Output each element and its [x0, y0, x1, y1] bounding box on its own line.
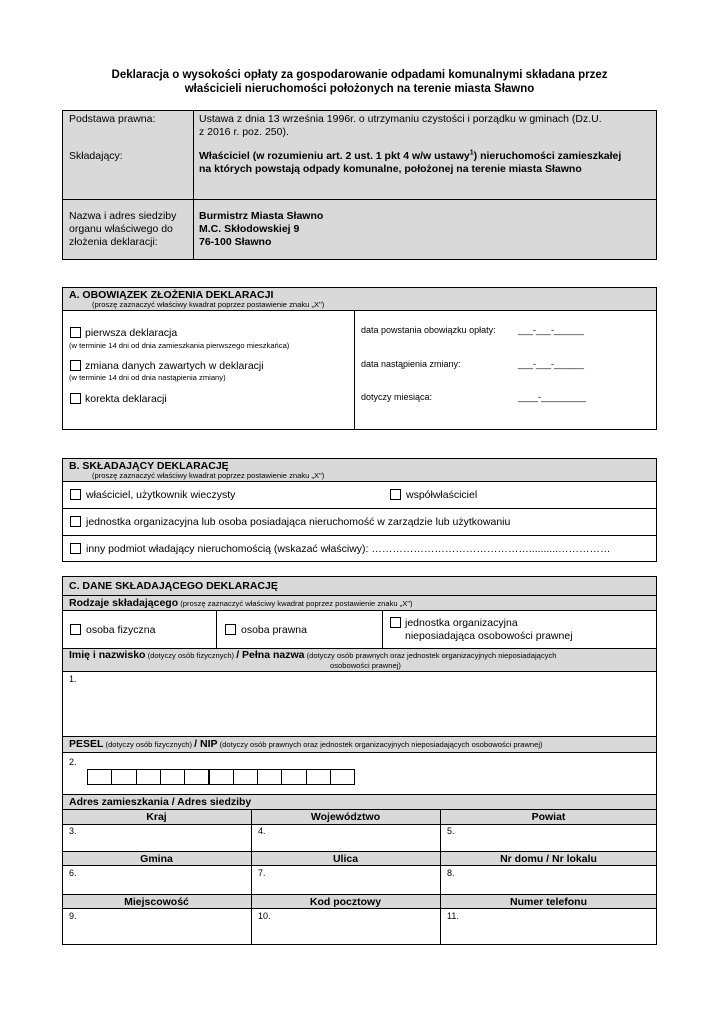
street-column-header: Ulica [332, 853, 359, 865]
authority-value-2: M.C. Skłodowskiej 9 [199, 223, 300, 235]
section-b-heading: B. SKŁADAJĄCY DEKLARACJĘ [69, 460, 229, 472]
field-8-number: 8. [447, 868, 455, 878]
authority-label-1: Nazwa i adres siedziby [69, 210, 177, 222]
section-b-hint: (proszę zaznaczyć właściwy kwadrat poprzez postawienie znaku „X") [92, 471, 325, 480]
owner-checkbox[interactable] [70, 489, 81, 500]
obligation-date-field[interactable]: ___-___-______ [518, 325, 585, 335]
authority-value-3: 76-100 Sławno [199, 236, 272, 248]
correction-label: korekta deklaracji [85, 393, 167, 405]
data-change-label: zmiana danych zawartych w deklaracji [85, 360, 264, 372]
address-column-divider-2 [440, 809, 441, 945]
types-divider-1 [216, 610, 217, 648]
authority-label-3: złożenia deklaracji: [69, 236, 158, 248]
basis-value-1: Ustawa z dnia 13 września 1996r. o utrzymaniu czystości i porządku w gminach (Dz.U. [199, 113, 602, 125]
submitter-label: Składający: [69, 150, 123, 162]
month-label: dotyczy miesiąca: [361, 392, 433, 402]
pesel-digit-cell[interactable] [209, 769, 234, 785]
pesel-digit-cell[interactable] [184, 769, 209, 785]
other-entity-label: inny podmiot władający nieruchomością (wskazać właściwy): ………………………………………..........…………… [86, 543, 611, 555]
pesel-digit-cell[interactable] [233, 769, 258, 785]
section-a-hint: (proszę zaznaczyć właściwy kwadrat poprzez postawienie znaku „X") [92, 300, 325, 309]
obligation-date-label: data powstania obowiązku opłaty: [361, 325, 496, 335]
field-3-number: 3. [69, 826, 77, 836]
postal-code-column-header: Kod pocztowy [309, 896, 382, 908]
field-6-number: 6. [69, 868, 77, 878]
pesel-digit-cell[interactable] [136, 769, 161, 785]
legal-person-checkbox[interactable] [225, 624, 236, 635]
document-title [62, 68, 657, 96]
house-number-column-header: Nr domu / Nr lokalu [500, 853, 597, 865]
address-row-1-divider [62, 824, 657, 825]
field-9-number: 9. [69, 911, 77, 921]
natural-person-checkbox[interactable] [70, 624, 81, 635]
basis-value-2: z 2016 r. poz. 250). [199, 126, 289, 138]
title-line-1: Deklaracja o wysokości opłaty za gospodarowanie odpadami komunalnymi składana przez [111, 69, 608, 81]
organizational-unit-label-2: nieposiadająca osobowości prawnej [405, 630, 573, 642]
co-owner-label: współwłaściciel [406, 489, 478, 501]
basis-label: Podstawa prawna: [69, 113, 156, 125]
name-header: Imię i nazwisko (dotyczy osób fizycznych) / Pełna nazwa (dotyczy osób prawnych oraz jednostek organizacyjnych nieposiadających [69, 649, 557, 661]
correction-checkbox[interactable] [70, 393, 81, 404]
name-header-hint-line-2: osobowości prawnej) [330, 661, 401, 670]
change-date-field[interactable]: ___-___-______ [518, 359, 585, 369]
submitter-value-2: na których powstają odpady komunalne, położonej na terenie miasta Sławno [199, 163, 582, 175]
organizational-unit-checkbox[interactable] [390, 617, 401, 628]
legal-person-label: osoba prawna [241, 624, 307, 636]
field-2-number: 2. [69, 757, 77, 767]
submitter-value-1: Właściciel (w rozumieniu art. 2 ust. 1 pkt 4 w/w ustawy$^1$) nieruchomości zamieszkałej [199, 149, 622, 162]
field-10-number: 10. [258, 911, 271, 921]
owner-label: właściciel, użytkownik wieczysty [86, 489, 236, 501]
section-b-header-divider [62, 481, 657, 482]
header-divider [193, 110, 194, 260]
section-a-heading: A. OBOWIĄZEK ZŁOŻENIA DEKLARACJI [69, 289, 274, 301]
pesel-digit-cell[interactable] [87, 769, 112, 785]
header-row-divider [62, 199, 657, 200]
address-column-divider-1 [251, 809, 252, 945]
month-field[interactable]: ____-_________ [518, 392, 587, 402]
commune-column-header: Gmina [140, 853, 173, 865]
authority-label-2: organu właściwego do [69, 223, 173, 235]
country-column-header: Kraj [146, 811, 167, 823]
field-1-number: 1. [69, 674, 77, 684]
authority-value-1: Burmistrz Miasta Sławno [199, 210, 324, 222]
pesel-digit-cell[interactable] [281, 769, 306, 785]
address-heading-divider [62, 809, 657, 810]
co-owner-checkbox[interactable] [390, 489, 401, 500]
phone-column-header: Numer telefonu [509, 896, 587, 908]
section-c-heading-divider [62, 595, 657, 596]
pesel-header: PESEL (dotyczy osób fizycznych) / NIP (dotyczy osób prawnych oraz jednostek organizacyjnych nieposiadających osobowości prawnej) [69, 738, 543, 750]
address-heading: Adres zamieszkania / Adres siedziby [69, 796, 252, 808]
pesel-digit-cell[interactable] [330, 769, 355, 785]
first-declaration-checkbox[interactable] [70, 327, 81, 338]
pesel-digit-cell[interactable] [306, 769, 331, 785]
pesel-digit-cell[interactable] [257, 769, 282, 785]
types-divider-2 [382, 610, 383, 648]
data-change-checkbox[interactable] [70, 360, 81, 371]
county-column-header: Powiat [531, 811, 566, 823]
first-declaration-note: (w terminie 14 dni od dnia zamieszkania pierwszego mieszkańca) [69, 341, 290, 350]
data-change-note: (w terminie 14 dni od dnia nastąpienia zmiany) [69, 373, 226, 382]
title-line-2: właścicieli nieruchomości położonych na terenie miasta Sławno [184, 83, 535, 95]
first-declaration-label: pierwsza deklaracja [85, 327, 178, 339]
address-row-2-divider [62, 865, 657, 866]
address-row-3-divider [62, 908, 657, 909]
full-name-field[interactable] [80, 673, 650, 734]
section-a-header-divider [62, 310, 657, 311]
address-top-divider [62, 794, 657, 795]
section-b-row-divider-1 [62, 508, 657, 509]
pesel-top-divider [62, 736, 657, 737]
section-a-column-divider [354, 310, 355, 430]
submitter-types-header: Rodzaje składającego (proszę zaznaczyć właściwy kwadrat poprzez postawienie znaku „X") [69, 597, 413, 609]
name-header-divider [62, 671, 657, 672]
voivodeship-column-header: Województwo [310, 811, 381, 823]
organization-checkbox[interactable] [70, 516, 81, 527]
field-11-number: 11. [447, 911, 459, 921]
types-top-divider [62, 610, 657, 611]
section-c-heading: C. DANE SKŁADAJĄCEGO DEKLARACJĘ [69, 580, 278, 592]
pesel-digit-cell[interactable] [111, 769, 136, 785]
change-date-label: data nastąpienia zmiany: [361, 359, 461, 369]
field-7-number: 7. [258, 868, 266, 878]
organizational-unit-label-1: jednostka organizacyjna [405, 617, 518, 629]
pesel-digit-cell[interactable] [160, 769, 185, 785]
pesel-header-divider [62, 752, 657, 753]
natural-person-label: osoba fizyczna [86, 624, 156, 636]
organization-label: jednostka organizacyjna lub osoba posiadająca nieruchomość w zarządzie lub użytkowaniu [86, 516, 511, 528]
field-4-number: 4. [258, 826, 266, 836]
field-5-number: 5. [447, 826, 455, 836]
city-column-header: Miejscowość [124, 896, 189, 908]
section-b-row-divider-2 [62, 535, 657, 536]
other-entity-checkbox[interactable] [70, 543, 81, 554]
